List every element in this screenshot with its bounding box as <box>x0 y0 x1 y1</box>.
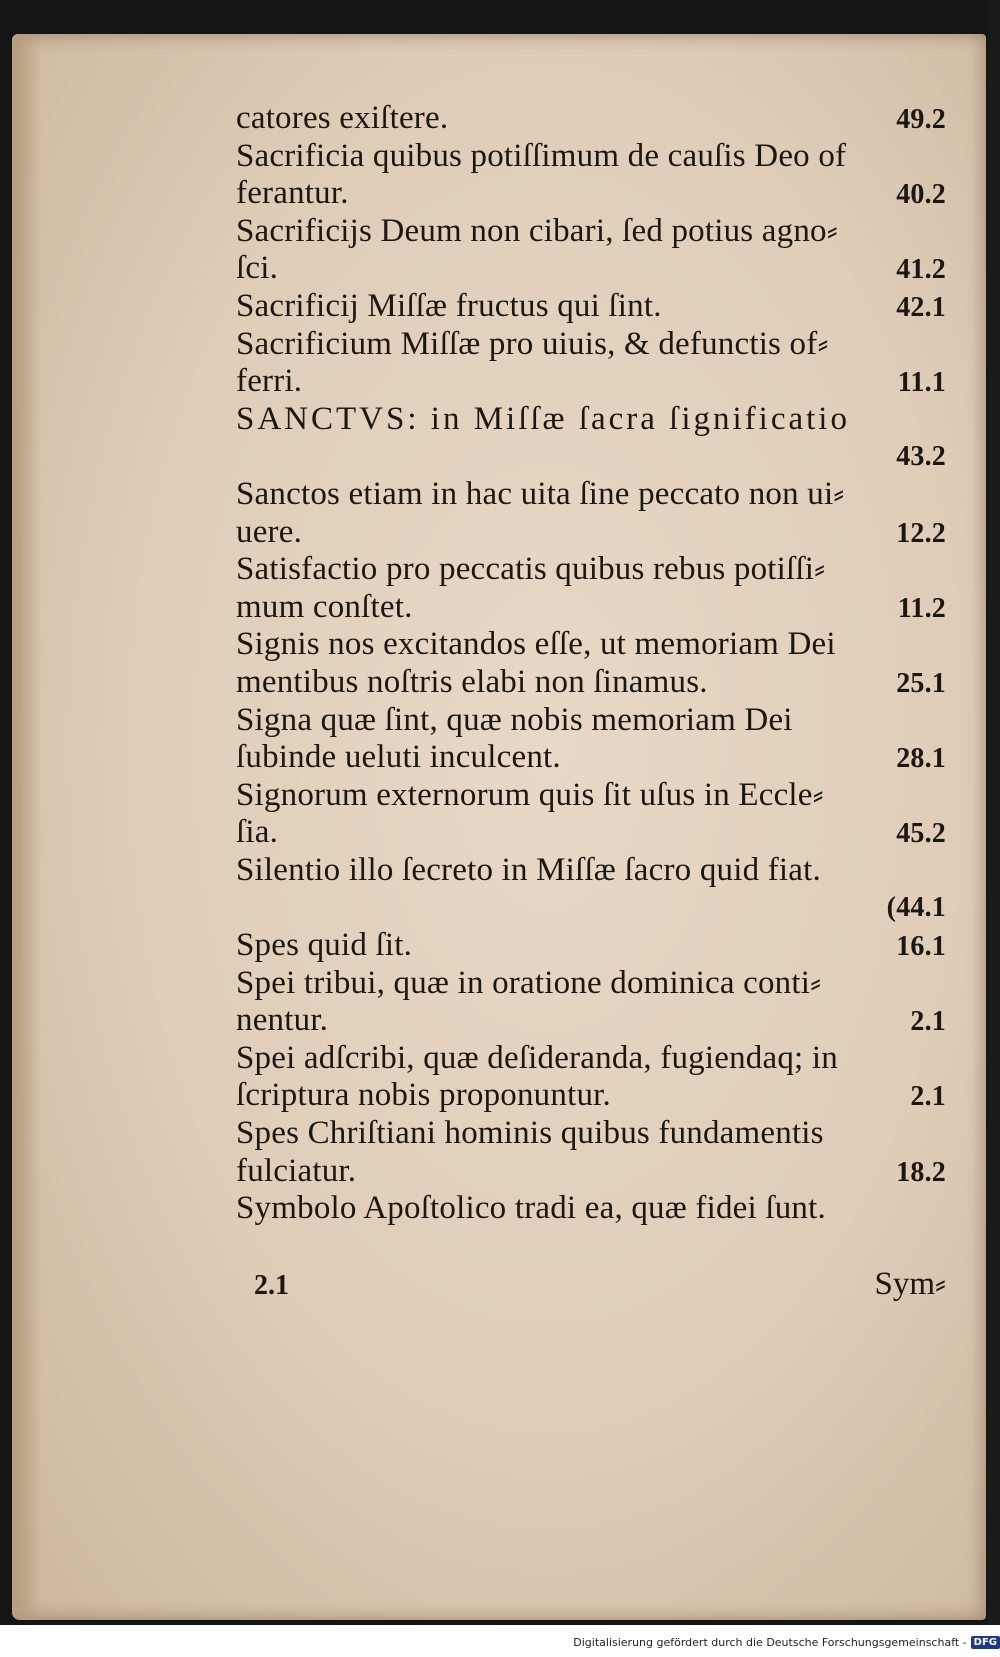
entry-text: Sacrificij Miſſæ fructus qui ſint. <box>236 287 662 324</box>
entry-text: mentibus noſtris elabi non ſinamus. <box>236 663 708 700</box>
entry-text: ſci. <box>236 250 279 287</box>
entry-text: nentur. <box>236 1002 329 1039</box>
scan-edge <box>988 0 1000 1625</box>
entry-text: ferantur. <box>236 175 349 212</box>
page-gutter-shadow <box>12 34 42 1620</box>
entry-reference: 11.1 <box>897 367 946 399</box>
entry-text: ſcriptura nobis proponuntur. <box>236 1077 611 1114</box>
index-entry-line <box>236 1115 946 1153</box>
entry-text: Silentio illo ſecreto in Miſſæ ſacro quid fiat. <box>236 851 821 888</box>
entry-reference: 18.2 <box>896 1156 946 1188</box>
index-entry-line <box>236 739 946 777</box>
entry-reference: 49.2 <box>896 104 946 135</box>
entry-reference: 25.1 <box>896 667 946 699</box>
index-entry-line <box>236 100 946 138</box>
digitization-credit <box>573 1636 1000 1649</box>
entry-reference: 16.1 <box>896 931 946 963</box>
entry-text: Sacrificium Miſſæ pro uiuis, & defunctis of⸗ <box>236 325 829 362</box>
index-text-block <box>236 100 946 1228</box>
entry-text: catores exiſtere. <box>236 100 449 136</box>
entry-text: Spes quid ſit. <box>236 927 413 964</box>
entry-text: uere. <box>236 513 303 550</box>
index-entry-line <box>236 889 946 927</box>
index-entry-line <box>236 626 946 664</box>
index-entry-line <box>236 514 946 552</box>
entry-reference: (44.1 <box>886 892 946 924</box>
index-entry-line <box>236 814 946 852</box>
entry-text: Signorum externorum quis ſit uſus in Eccle⸗ <box>236 776 824 813</box>
index-entry-line <box>236 664 946 702</box>
entry-text: SANCTVS: in Miſſæ ſacra ſignificatio <box>236 400 850 437</box>
entry-reference: 2.1 <box>910 1081 946 1113</box>
entry-text: Sanctos etiam in hac uita ſine peccato non ui⸗ <box>236 475 845 512</box>
entry-text: Spes Chriſtiani hominis quibus fundamentis <box>236 1115 824 1152</box>
entry-text: ſubinde ueluti inculcent. <box>236 739 561 776</box>
index-entry-line <box>236 401 946 439</box>
entry-text: ſia. <box>236 814 279 851</box>
index-entry-line <box>236 1077 946 1115</box>
index-entry-line <box>236 965 946 1003</box>
index-entry-line <box>236 702 946 740</box>
entry-reference: 2.1 <box>910 1006 946 1038</box>
entry-reference: 43.2 <box>896 441 946 473</box>
index-entry-line <box>236 1002 946 1040</box>
signature-mark: 2.1 <box>254 1270 289 1301</box>
credit-text: Digitalisierung gefördert durch die Deutsche Forschungsgemeinschaft - <box>573 1636 967 1649</box>
index-entry-line <box>236 777 946 815</box>
entry-reference: 28.1 <box>896 743 946 775</box>
entry-text: Spei tribui, quæ in oratione dominica conti⸗ <box>236 964 822 1001</box>
index-entry-line <box>236 476 946 514</box>
index-entry-line <box>236 551 946 589</box>
entry-text: fulciatur. <box>236 1152 357 1189</box>
page-footer <box>240 1266 946 1303</box>
index-entry-line <box>236 1153 946 1191</box>
entry-text: Satisfactio pro peccatis quibus rebus potiſſi⸗ <box>236 551 826 588</box>
entry-reference: 40.2 <box>896 179 946 211</box>
index-entry-line <box>236 138 946 176</box>
entry-text: Signis nos excitandos eſſe, ut memoriam Dei <box>236 626 836 663</box>
entry-reference: 45.2 <box>896 818 946 850</box>
entry-reference: 41.2 <box>896 254 946 286</box>
index-entry-line <box>236 1040 946 1078</box>
entry-reference: 42.1 <box>896 291 946 323</box>
index-entry-line <box>236 326 946 364</box>
entry-text: Sacrificia quibus potiſſimum de cauſis Deo of <box>236 137 847 174</box>
index-entry-line <box>236 363 946 401</box>
entry-text: Symbolo Apoſtolico tradi ea, quæ fidei ſunt. <box>236 1190 826 1227</box>
index-entry-line <box>236 1190 946 1228</box>
entry-text: Signa quæ ſint, quæ nobis memoriam Dei <box>236 701 793 738</box>
catchword: Sym⸗ <box>874 1266 946 1302</box>
index-entry-line <box>236 288 946 326</box>
entry-text: Sacrificijs Deum non cibari, ſed potius agno⸗ <box>236 212 838 249</box>
entry-reference: 11.2 <box>897 592 946 624</box>
index-entry-line <box>236 852 946 890</box>
index-entry-line <box>236 927 946 965</box>
index-entry-line <box>236 438 946 476</box>
dfg-logo: DFG <box>971 1636 1000 1649</box>
index-entry-line <box>236 213 946 251</box>
index-entry-line <box>236 175 946 213</box>
index-entry-line <box>236 589 946 627</box>
entry-text: mum conſtet. <box>236 588 413 625</box>
index-entry-line <box>236 250 946 288</box>
entry-reference: 12.2 <box>896 517 946 549</box>
entry-text: ferri. <box>236 363 303 400</box>
entry-text: Spei adſcribi, quæ deſideranda, fugiendaq; in <box>236 1039 838 1076</box>
